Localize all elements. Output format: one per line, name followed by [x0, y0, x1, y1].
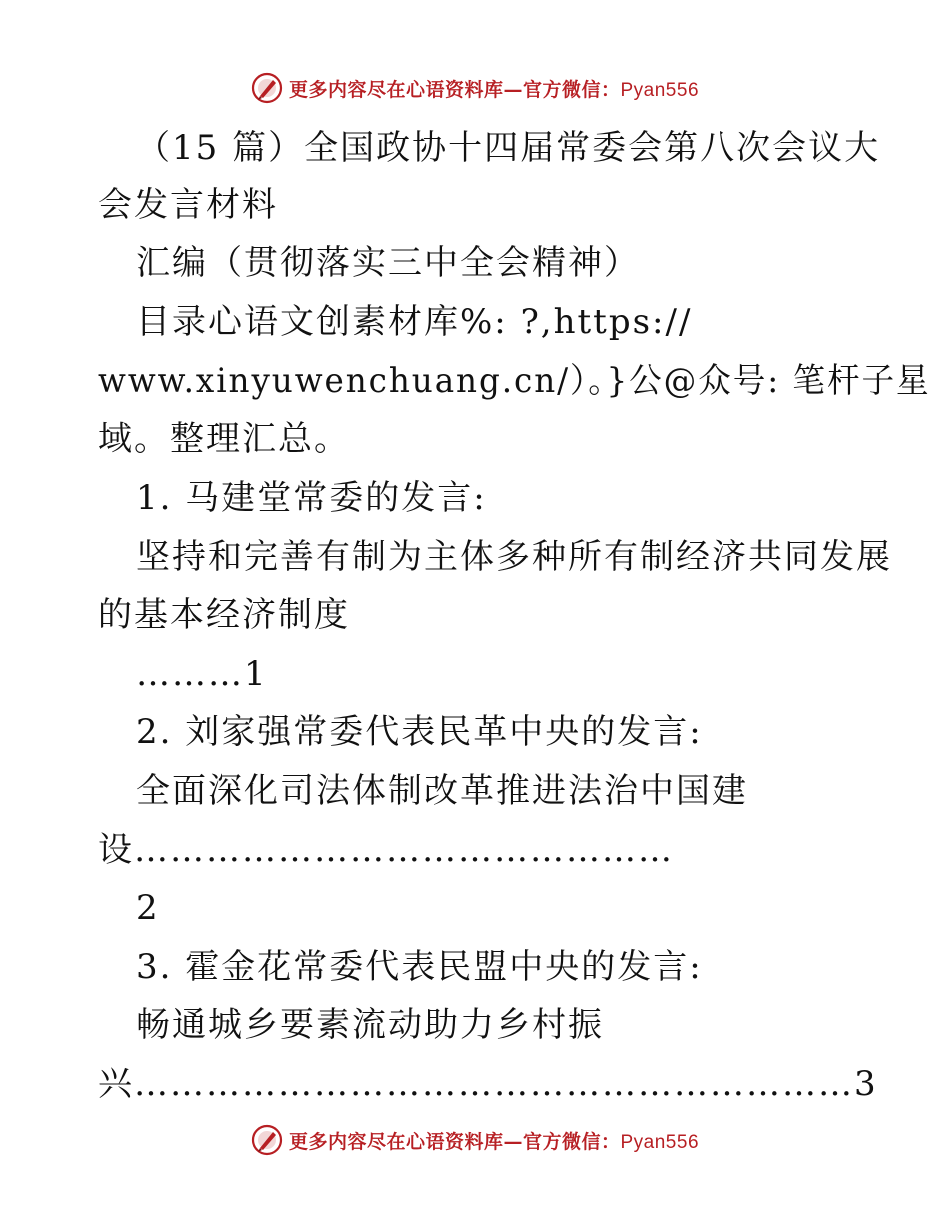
toc-item-1-page: ………1	[136, 654, 268, 694]
watermark-text: 更多内容尽在心语资料库—官方微信：	[288, 1130, 621, 1153]
toc-item-2-title: 全面深化司法体制改革推进法治中国建	[136, 771, 748, 811]
toc-item-3-title: 畅通城乡要素流动助力乡村振	[136, 1005, 604, 1045]
toc-item-1-speaker: 1. 马建堂常委的发言:	[136, 478, 487, 518]
toc-item-1-title-cont: 的基本经济制度	[98, 595, 350, 635]
source-line-end: 域。整理汇总。	[98, 419, 350, 459]
pen-logo-icon	[251, 72, 283, 104]
source-line: www.xinyuwenchuang.cn/）。}公@众号: 笔杆子星	[98, 361, 931, 401]
toc-item-2-title-cont: 设………………………………………	[98, 830, 674, 870]
pen-logo-icon	[251, 1124, 283, 1156]
toc-item-1-title: 坚持和完善有制为主体多种所有制经济共同发展	[136, 537, 892, 577]
doc-title-line-1: （15 篇）全国政协十四届常委会第八次会议大	[136, 128, 881, 168]
toc-item-3-title-cont: 兴……………………………………………………3	[98, 1064, 878, 1104]
doc-title-line-2: 会发言材料	[98, 185, 278, 225]
watermark-banner-bottom	[0, 1120, 950, 1160]
toc-item-3-speaker: 3. 霍金花常委代表民盟中央的发言:	[136, 947, 703, 987]
watermark-text: 更多内容尽在心语资料库—官方微信：	[288, 78, 621, 101]
toc-item-2-page: 2	[136, 888, 160, 928]
watermark-banner-top	[0, 68, 950, 108]
watermark-wechat-id: Pyan556	[620, 1131, 700, 1153]
toc-item-2-speaker: 2. 刘家强常委代表民革中央的发言:	[136, 712, 703, 752]
toc-heading-line: 目录心语文创素材库%: ?,https://	[136, 302, 693, 342]
doc-subtitle: 汇编（贯彻落实三中全会精神）	[136, 243, 640, 283]
watermark-wechat-id: Pyan556	[620, 79, 700, 101]
